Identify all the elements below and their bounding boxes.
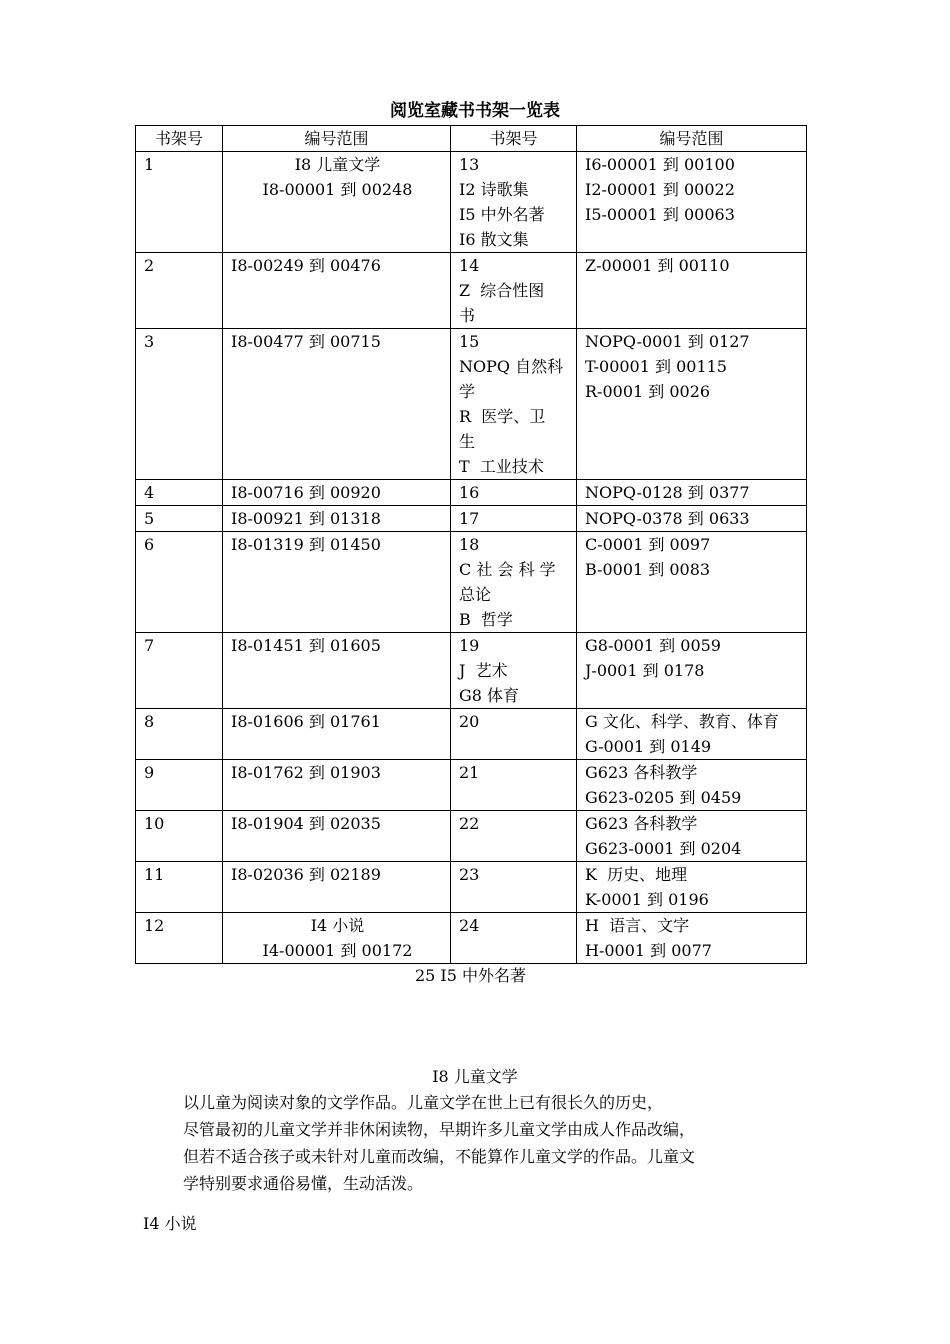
cell-number-range-2-line: G623 各科教学 xyxy=(585,763,698,782)
cell-shelf-number-2-line: 13 xyxy=(459,155,480,174)
cell-number-range-line: I8-01904 到 02035 xyxy=(231,814,381,833)
cell-number-range-line: I8-01451 到 01605 xyxy=(231,636,381,655)
cell-shelf-number-2-line: 21 xyxy=(459,763,480,782)
table-row xyxy=(136,152,807,253)
cell-number-range xyxy=(223,532,451,633)
cell-shelf-number-2 xyxy=(451,633,577,709)
table-header-row xyxy=(136,126,807,152)
cell-shelf-number-2-line: I5 中外名著 xyxy=(459,205,545,224)
table-row xyxy=(136,760,807,811)
cell-number-range-2-line: H 语言、文字 xyxy=(585,916,690,935)
cell-number-range-2-line: H-0001 到 0077 xyxy=(585,941,712,960)
cell-number-range xyxy=(223,633,451,709)
cell-number-range-2-line: G-0001 到 0149 xyxy=(585,737,712,756)
cell-shelf-number: 9 xyxy=(136,760,223,811)
extra-shelf-note: 25 I5 中外名著 xyxy=(414,966,527,985)
cell-shelf-number-2 xyxy=(451,253,577,329)
cell-shelf-number-2 xyxy=(451,862,577,913)
cell-shelf-number-2-line: 24 xyxy=(459,916,480,935)
cell-number-range-line: I8 儿童文学 xyxy=(294,155,381,174)
cell-number-range-2 xyxy=(577,913,807,964)
cell-number-range-2-line: NOPQ-0128 到 0377 xyxy=(585,483,750,502)
cell-number-range xyxy=(223,152,451,253)
cell-number-range xyxy=(223,811,451,862)
cell-shelf-number-2-line: T 工业技术 xyxy=(459,457,544,476)
cell-shelf-number-2 xyxy=(451,152,577,253)
cell-shelf-number-2-line: I6 散文集 xyxy=(459,230,529,249)
cell-number-range-2 xyxy=(577,506,807,532)
cell-shelf-number: 3 xyxy=(136,329,223,480)
cell-shelf-number-2-line: 学 xyxy=(459,382,476,401)
cell-number-range-2-line: K 历史、地理 xyxy=(585,865,688,884)
cell-shelf-number: 10 xyxy=(136,811,223,862)
cell-number-range-2 xyxy=(577,709,807,760)
table-row xyxy=(136,811,807,862)
cell-number-range-2-line: J-0001 到 0178 xyxy=(585,661,705,680)
cell-number-range xyxy=(223,709,451,760)
cell-shelf-number-2-line: J 艺术 xyxy=(459,661,508,680)
cell-shelf-number-2 xyxy=(451,506,577,532)
cell-number-range xyxy=(223,329,451,480)
document-title: 阅览室藏书书架一览表 xyxy=(390,101,560,121)
cell-number-range-2 xyxy=(577,253,807,329)
cell-number-range-2 xyxy=(577,480,807,506)
cell-number-range-2 xyxy=(577,152,807,253)
cell-number-range-line: I8-00477 到 00715 xyxy=(231,332,381,351)
cell-shelf-number-2-line: 15 xyxy=(459,332,480,351)
cell-shelf-number-2-line: 20 xyxy=(459,712,480,731)
cell-shelf-number-2 xyxy=(451,760,577,811)
cell-shelf-number-2-line: Z 综合性图 xyxy=(459,281,545,300)
header-shelf-number-2: 书架号 xyxy=(451,126,577,152)
cell-shelf-number: 1 xyxy=(136,152,223,253)
cell-number-range-line: I8-00249 到 00476 xyxy=(231,256,381,275)
paragraph-line: 以儿童为阅读对象的文学作品。儿童文学在世上已有很长久的历史， xyxy=(183,1093,664,1112)
cell-number-range-2-line: G 文化、科学、教育、体育 xyxy=(585,712,779,731)
cell-number-range-2-line: T-00001 到 00115 xyxy=(585,357,727,376)
cell-number-range-2-line: I5-00001 到 00063 xyxy=(585,205,735,224)
section-paragraph-i8 xyxy=(183,1089,803,1197)
cell-shelf-number-2 xyxy=(451,913,577,964)
cell-number-range-line: I4 小说 xyxy=(310,916,365,935)
cell-shelf-number-2-line: 17 xyxy=(459,509,480,528)
cell-number-range-2 xyxy=(577,811,807,862)
cell-number-range xyxy=(223,760,451,811)
cell-shelf-number-2 xyxy=(451,480,577,506)
cell-number-range-2 xyxy=(577,760,807,811)
table-row xyxy=(136,633,807,709)
cell-number-range-2 xyxy=(577,633,807,709)
cell-number-range-line: I8-02036 到 02189 xyxy=(231,865,381,884)
cell-shelf-number-2-line: R 医学、卫 xyxy=(459,407,546,426)
cell-shelf-number: 4 xyxy=(136,480,223,506)
cell-shelf-number: 2 xyxy=(136,253,223,329)
table-row xyxy=(136,253,807,329)
cell-number-range xyxy=(223,480,451,506)
cell-number-range-2-line: G623-0001 到 0204 xyxy=(585,839,742,858)
cell-number-range-line: I4-00001 到 00172 xyxy=(262,941,413,960)
section-heading-i8: I8 儿童文学 xyxy=(432,1067,518,1086)
table-row xyxy=(136,862,807,913)
cell-shelf-number-2-line: 书 xyxy=(459,306,476,325)
cell-shelf-number-2-line: I2 诗歌集 xyxy=(459,180,529,199)
cell-shelf-number: 5 xyxy=(136,506,223,532)
cell-shelf-number: 12 xyxy=(136,913,223,964)
cell-shelf-number-2-line: 16 xyxy=(459,483,480,502)
cell-number-range-line: I8-00716 到 00920 xyxy=(231,483,381,502)
cell-shelf-number-2-line: 22 xyxy=(459,814,480,833)
cell-number-range-line: I8-01762 到 01903 xyxy=(231,763,381,782)
cell-number-range-2-line: NOPQ-0001 到 0127 xyxy=(585,332,750,351)
paragraph-line: 尽管最初的儿童文学并非休闲读物，早期许多儿童文学由成人作品改编， xyxy=(183,1120,696,1139)
cell-shelf-number-2 xyxy=(451,329,577,480)
header-number-range-2: 编号范围 xyxy=(577,126,807,152)
cell-number-range-2-line: C-0001 到 0097 xyxy=(585,535,711,554)
cell-number-range-2-line: G623-0205 到 0459 xyxy=(585,788,742,807)
table-row xyxy=(136,709,807,760)
cell-shelf-number-2-line: 总论 xyxy=(459,585,492,604)
cell-shelf-number: 7 xyxy=(136,633,223,709)
bookshelf-table xyxy=(135,125,807,964)
cell-shelf-number-2-line: NOPQ 自然科 xyxy=(459,357,564,376)
cell-number-range-2-line: R-0001 到 0026 xyxy=(585,382,711,401)
header-shelf-number: 书架号 xyxy=(136,126,223,152)
cell-shelf-number-2-line: 生 xyxy=(459,432,476,451)
cell-number-range-2 xyxy=(577,862,807,913)
cell-shelf-number-2-line: 19 xyxy=(459,636,480,655)
table-row xyxy=(136,329,807,480)
table-row xyxy=(136,506,807,532)
cell-shelf-number-2 xyxy=(451,709,577,760)
cell-number-range-2-line: K-0001 到 0196 xyxy=(585,890,709,909)
cell-shelf-number-2 xyxy=(451,811,577,862)
cell-number-range-2 xyxy=(577,532,807,633)
cell-number-range-2 xyxy=(577,329,807,480)
cell-number-range-2-line: G8-0001 到 0059 xyxy=(585,636,721,655)
section-heading-i4: I4 小说 xyxy=(143,1214,197,1233)
cell-shelf-number-2-line: G8 体育 xyxy=(459,686,520,705)
cell-shelf-number-2-line: 14 xyxy=(459,256,480,275)
cell-number-range-2-line: I2-00001 到 00022 xyxy=(585,180,735,199)
cell-number-range-line: I8-01319 到 01450 xyxy=(231,535,381,554)
cell-number-range-2-line: G623 各科教学 xyxy=(585,814,698,833)
cell-shelf-number-2-line: B 哲学 xyxy=(459,610,513,629)
cell-shelf-number-2-line: 23 xyxy=(459,865,480,884)
cell-number-range-2-line: I6-00001 到 00100 xyxy=(585,155,735,174)
cell-shelf-number: 11 xyxy=(136,862,223,913)
cell-number-range-2-line: B-0001 到 0083 xyxy=(585,560,711,579)
table-body xyxy=(136,152,807,964)
cell-number-range xyxy=(223,913,451,964)
paragraph-line: 学特别要求通俗易懂，生动活泼。 xyxy=(183,1174,424,1193)
cell-number-range-line: I8-01606 到 01761 xyxy=(231,712,381,731)
cell-number-range-2-line: Z-00001 到 00110 xyxy=(585,256,730,275)
cell-shelf-number: 8 xyxy=(136,709,223,760)
cell-number-range-2-line: NOPQ-0378 到 0633 xyxy=(585,509,750,528)
paragraph-line: 但若不适合孩子或未针对儿童而改编，不能算作儿童文学的作品。儿童文 xyxy=(183,1147,696,1166)
table-row xyxy=(136,913,807,964)
header-number-range: 编号范围 xyxy=(223,126,451,152)
cell-shelf-number-2 xyxy=(451,532,577,633)
table-row xyxy=(136,480,807,506)
table-row xyxy=(136,532,807,633)
cell-number-range-line: I8-00921 到 01318 xyxy=(231,509,381,528)
cell-shelf-number: 6 xyxy=(136,532,223,633)
cell-number-range-line: I8-00001 到 00248 xyxy=(262,180,413,199)
cell-number-range xyxy=(223,862,451,913)
cell-number-range xyxy=(223,253,451,329)
cell-shelf-number-2-line: C 社 会 科 学 xyxy=(459,560,556,579)
cell-number-range xyxy=(223,506,451,532)
cell-shelf-number-2-line: 18 xyxy=(459,535,480,554)
